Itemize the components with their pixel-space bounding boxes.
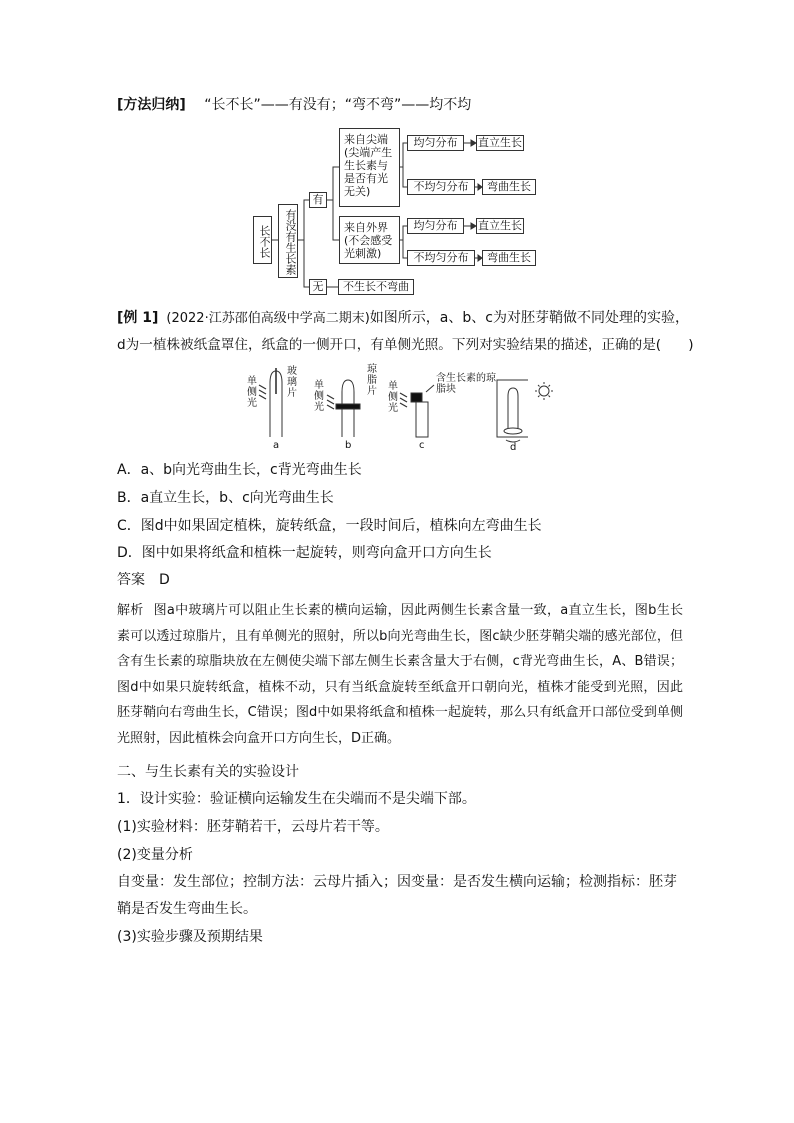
tree-uneven-2: 不均匀分布 [407, 250, 475, 266]
analysis-text: 图a中玻璃片可以阻止生长素的横向运输，因此两侧生长素含量一致，a直立生长，图b生长素可以透过琼脂片，且有单侧光的照射，所以b向光弯曲生长，图c缺少胚芽鞘尖端的感光部位，但含有生长素的琼脂块放在左侧使尖端下部左侧生长素含量大于右侧，c背光弯曲生长，A、B错误；图d中如果只旋转纸盒，植株不动，只有当纸盒旋转至纸盒开口朝向光，植株才能受到光照，因此胚芽鞘向右弯曲生长，C错误；图d中如果将纸盒和植株一起旋转，那么只有纸盒开口部位受到单侧光照射，因此植株会向盒开口方向生长，D正确。 [117, 603, 683, 746]
label-b: b [345, 440, 352, 451]
tree-even-1: 均匀分布 [407, 135, 464, 151]
item-6: (3)实验步骤及预期结果 [117, 929, 263, 945]
method-text: “长不长”——有没有；“弯不弯”——均不均 [204, 97, 472, 113]
item-4: 自变量：发生部位；控制方法：云母片插入；因变量：是否发生横向运输；检测指标：胚芽 [117, 874, 677, 890]
option-b: B．a直立生长，b、c向光弯曲生长 [117, 490, 334, 506]
option-c: C．图d中如果固定植株，旋转纸盒，一段时间后，植株向左弯曲生长 [117, 518, 542, 534]
analysis-label: 解析 [117, 603, 144, 618]
label-side-light-c: 单侧光 [388, 381, 398, 414]
src2-line: (不会感受 [344, 234, 393, 247]
option-d: D．图中如果将纸盒和植株一起旋转，则弯向盒开口方向生长 [117, 545, 492, 561]
src1-line: 来自尖端 [344, 133, 388, 146]
option-a: A．a、b向光弯曲生长，c背光弯曲生长 [117, 462, 362, 478]
section-title: 二、与生长素有关的实验设计 [117, 764, 299, 780]
tree-root: 长不长 [253, 216, 272, 264]
label-a: a [273, 440, 280, 451]
example-tag: [例 1] [117, 310, 159, 326]
label-side-light-b: 单侧光 [314, 380, 324, 413]
src1-line: 是否有光 [344, 172, 388, 185]
item-1: 1．设计实验：验证横向运输发生在尖端而不是尖端下部。 [117, 791, 476, 807]
label-agar: 琼脂片 [367, 364, 377, 397]
answer: 答案 D [117, 572, 170, 588]
analysis-paragraph [117, 598, 683, 751]
method-tag: [方法归纳] [117, 97, 186, 113]
label-d: d [510, 442, 517, 453]
tree-straight-2: 直立生长 [478, 219, 522, 232]
src1-line: 生长素与 [344, 159, 388, 172]
tree-bend-1: 弯曲生长 [482, 179, 536, 195]
tree-no: 无 [309, 279, 327, 295]
tree-uneven-1: 不均匀分布 [407, 179, 475, 195]
label-side-light-a: 单侧光 [247, 376, 257, 409]
example-source: (2022·江苏邵伯高级中学高二期末) [166, 311, 370, 326]
item-2: (1)实验材料：胚芽鞘若干，云母片若干等。 [117, 819, 389, 835]
label-glass: 玻璃片 [287, 366, 297, 399]
tree-none: 不生长不弯曲 [338, 279, 414, 295]
item-3: (2)变量分析 [117, 847, 193, 863]
tree-yes: 有 [309, 192, 327, 208]
tree-bend-2: 弯曲生长 [482, 250, 536, 266]
example-stem-1: 如图所示，a、b、c为对胚芽鞘做不同处理的实验， [369, 310, 689, 326]
label-agar-block: 含生长素的琼脂块 [436, 373, 496, 395]
item-5: 鞘是否发生弯曲生长。 [117, 901, 257, 917]
src1-line: 无关) [344, 185, 371, 198]
src2-line: 来自外界 [344, 221, 388, 234]
example-stem-2: d为一植株被纸盒罩住，纸盒的一侧开口，有单侧光照。下列对实验结果的描述，正确的是( ) [117, 337, 694, 353]
tree-question: 有没有生长素 [278, 204, 298, 278]
src2-line: 光刺激) [344, 247, 382, 260]
tree-even-2: 均匀分布 [407, 218, 464, 234]
label-c: c [419, 440, 425, 451]
tree-straight-1: 直立生长 [478, 136, 522, 149]
src1-line: (尖端产生 [344, 146, 393, 159]
